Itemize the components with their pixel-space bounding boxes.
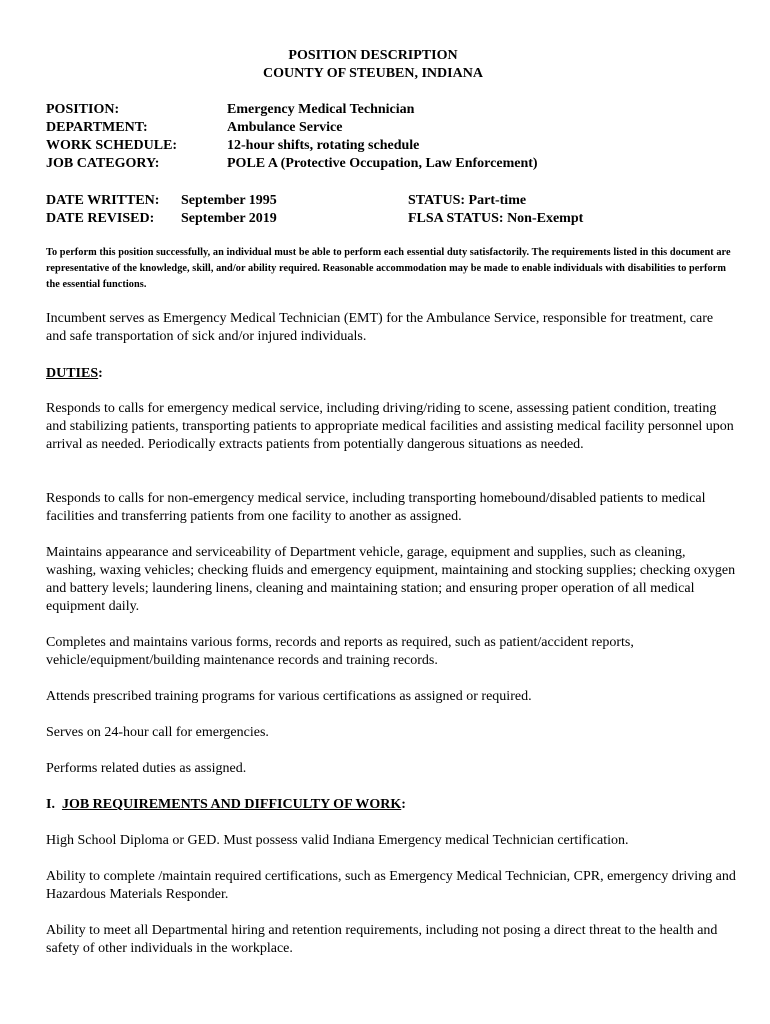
job-requirements-heading xyxy=(46,796,406,814)
position-value: Emergency Medical Technician xyxy=(227,102,415,117)
duty-item: Performs related duties as assigned. xyxy=(46,761,247,776)
duty-item: Completes and maintains various forms, records and reports as required, such as patient/accident reports, vehicle/equipment/building maintenance records and training records. xyxy=(46,635,634,668)
requirement-item: Ability to meet all Departmental hiring and retention requirements, including not posing a direct threat to the health and safety of other individuals in the workplace. xyxy=(46,923,718,956)
duty-item: Responds to calls for emergency medical service, including driving/riding to scene, assessing patient condition, treating and stabilizing patients, transporting patients to appropriate medical facilities and assisting medical facility personnel upon arrival as needed. Periodically extracts patients from potentially dangerous situations as needed. xyxy=(46,401,734,452)
flsa-status-text: FLSA STATUS: Non-Exempt xyxy=(408,211,584,226)
work-schedule-value: 12-hour shifts, rotating schedule xyxy=(227,138,420,153)
duty-item: Responds to calls for non-emergency medical service, including transporting homebound/disabled patients to medical facilities and transferring patients from one facility to another as assigned. xyxy=(46,491,706,524)
duty-item: Maintains appearance and serviceability of Department vehicle, garage, equipment and supplies, such as cleaning, washing, waxing vehicles; checking fluids and emergency equipment, maintaining and stocking supplies; checking oxygen and battery levels; laundering linens, cleaning and maintaining station; and ensuring proper operation of all medical equipment daily. xyxy=(46,545,736,614)
section-number: I. xyxy=(46,797,55,812)
department-label: DEPARTMENT: xyxy=(46,120,148,135)
status-text: STATUS: Part-time xyxy=(408,193,527,208)
work-schedule-label: WORK SCHEDULE: xyxy=(46,138,178,153)
department-value: Ambulance Service xyxy=(227,120,343,135)
duty-item: Attends prescribed training programs for various certifications as assigned or required. xyxy=(46,689,532,704)
requirement-item: Ability to complete /maintain required certifications, such as Emergency Medical Technician, CPR, emergency driving and Hazardous Materials Responder. xyxy=(46,869,736,902)
requirement-item: High School Diploma or GED. Must possess valid Indiana Emergency medical Technician certification. xyxy=(46,833,629,848)
duties-heading-text: DUTIES xyxy=(46,366,99,381)
job-requirements-heading-colon: : xyxy=(401,797,406,812)
date-written-label: DATE WRITTEN: xyxy=(46,193,160,208)
position-summary: Incumbent serves as Emergency Medical Technician (EMT) for the Ambulance Service, responsible for treatment, care and safe transportation of sick and/or injured individuals. xyxy=(46,311,714,344)
date-revised-label: DATE REVISED: xyxy=(46,211,155,226)
ada-notice: To perform this position successfully, an individual must be able to perform each essential duty satisfactorily. The requirements listed in this document are representative of the knowledge, skill, and/or ability required. Reasonable accommodation may be made to enable individuals with disabilities to perform the essential functions. xyxy=(46,247,731,290)
duty-item: Serves on 24-hour call for emergencies. xyxy=(46,725,269,740)
job-category-label: JOB CATEGORY: xyxy=(46,156,160,171)
date-revised-value: September 2019 xyxy=(181,211,277,226)
position-label: POSITION: xyxy=(46,102,120,117)
county-title: COUNTY OF STEUBEN, INDIANA xyxy=(263,66,483,81)
date-written-value: September 1995 xyxy=(181,193,277,208)
job-requirements-heading-text: JOB REQUIREMENTS AND DIFFICULTY OF WORK xyxy=(61,797,402,812)
duties-heading xyxy=(46,365,103,383)
document-title: POSITION DESCRIPTION xyxy=(288,48,458,63)
duties-heading-colon: : xyxy=(98,366,103,381)
job-category-value: POLE A (Protective Occupation, Law Enforcement) xyxy=(227,156,538,171)
